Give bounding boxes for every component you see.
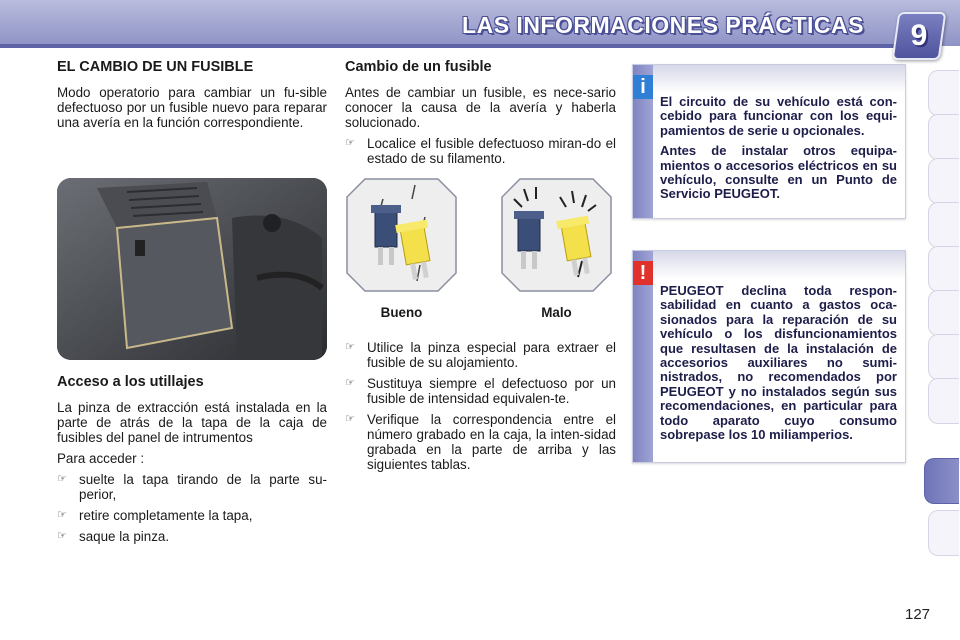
access-label: Para acceder : bbox=[57, 451, 145, 466]
list-item: ☞ Verifique la correspondencia entre el número grabado en la caja, la inten-sidad grabada en la parte de arriba y las siguientes tablas. bbox=[345, 412, 616, 472]
fuse-change-heading: Cambio de un fusible bbox=[345, 59, 492, 75]
page-number: 127 bbox=[905, 606, 931, 623]
warning-paragraph: PEUGEOT declina toda respon-sabilidad en cuanto a gastos oca-sionados para la reparación de su vehículo o los disfuncionamientos que resultasen de la instalación de accesorios auxiliares no sumi-nistrados, no recomendados por PEUGEOT y no instalados según sus recomendaciones, en particular para todo aparato cuyo consumo sobrepase los 10 miliamperios. bbox=[660, 283, 897, 443]
pointer-hand-icon: ☞ bbox=[345, 137, 355, 149]
chapter-tab-active[interactable] bbox=[924, 458, 959, 504]
tools-text: La pinza de extracción está instalada en la parte de atrás de la tapa de la caja de fusibles del panel de intrumentos bbox=[57, 400, 327, 445]
intro-text: Modo operatorio para cambiar un fu-sible defectuoso por un fusible nuevo para reparar una avería en la función correspondiente. bbox=[57, 85, 327, 130]
info-box bbox=[632, 64, 906, 219]
chapter-tabs bbox=[928, 70, 960, 575]
dashboard-photo bbox=[57, 178, 327, 360]
pointer-hand-icon: ☞ bbox=[57, 473, 67, 485]
list-item: ☞ retire completamente la tapa, bbox=[57, 508, 253, 523]
chapter-tab[interactable] bbox=[928, 510, 959, 556]
pointer-hand-icon: ☞ bbox=[57, 530, 67, 542]
section-heading: EL CAMBIO DE UN FUSIBLE bbox=[57, 59, 254, 75]
warning-box bbox=[632, 250, 906, 463]
fuse-change-intro: Antes de cambiar un fusible, es nece-sario conocer la causa de la avería y haberla solucionado. bbox=[345, 85, 616, 130]
warning-icon: ! bbox=[633, 261, 653, 285]
info-paragraph-1: El circuito de su vehículo está con-cebido para funcionar con los equi-pamientos de serie u opcionales. bbox=[660, 94, 897, 138]
list-item: ☞ suelte la tapa tirando de la parte su-perior, bbox=[57, 472, 327, 502]
left-column bbox=[57, 60, 327, 136]
chapter-tab[interactable] bbox=[928, 378, 959, 424]
info-text bbox=[660, 95, 897, 208]
chapter-badge bbox=[892, 12, 947, 60]
pointer-hand-icon: ☞ bbox=[345, 413, 355, 425]
fuse-bad-illustration bbox=[500, 177, 613, 293]
chapter-tab[interactable] bbox=[928, 246, 959, 292]
fuse-bad-label: Malo bbox=[541, 305, 572, 320]
middle-column bbox=[345, 60, 616, 172]
info-icon: i bbox=[633, 75, 653, 99]
warning-head-band bbox=[653, 251, 905, 279]
chapter-tab[interactable] bbox=[928, 202, 959, 248]
chapter-number: 9 bbox=[910, 19, 928, 52]
warning-text bbox=[660, 284, 897, 448]
info-paragraph-2: Antes de instalar otros equipa-mientos o accesorios eléctricos en su vehículo, consulte en un Punto de Servicio PEUGEOT. bbox=[660, 143, 897, 202]
list-item: ☞ Sustituya siempre el defectuoso por un fusible de intensidad equivalen-te. bbox=[345, 376, 616, 406]
fuse-good-label: Bueno bbox=[380, 305, 423, 320]
chapter-tab[interactable] bbox=[928, 334, 959, 380]
list-item: ☞ Utilice la pinza especial para extraer el fusible de su alojamiento. bbox=[345, 340, 616, 370]
chapter-tab[interactable] bbox=[928, 114, 959, 160]
chapter-tab[interactable] bbox=[928, 158, 959, 204]
fuse-good-illustration bbox=[345, 177, 458, 293]
list-item: ☞ saque la pinza. bbox=[57, 529, 170, 544]
info-head-band bbox=[653, 65, 905, 93]
chapter-tab[interactable] bbox=[928, 290, 959, 336]
pointer-hand-icon: ☞ bbox=[345, 341, 355, 353]
list-item: ☞ Localice el fusible defectuoso miran-do el estado de su filamento. bbox=[345, 136, 616, 166]
page-title: LAS INFORMACIONES PRÁCTICAS bbox=[462, 12, 864, 38]
pointer-hand-icon: ☞ bbox=[345, 377, 355, 389]
pointer-hand-icon: ☞ bbox=[57, 509, 67, 521]
chapter-tab[interactable] bbox=[928, 70, 959, 116]
tools-heading: Acceso a los utillajes bbox=[57, 374, 204, 390]
header-rule bbox=[0, 44, 900, 48]
tools-section bbox=[57, 375, 327, 550]
fuse-steps bbox=[345, 340, 616, 478]
